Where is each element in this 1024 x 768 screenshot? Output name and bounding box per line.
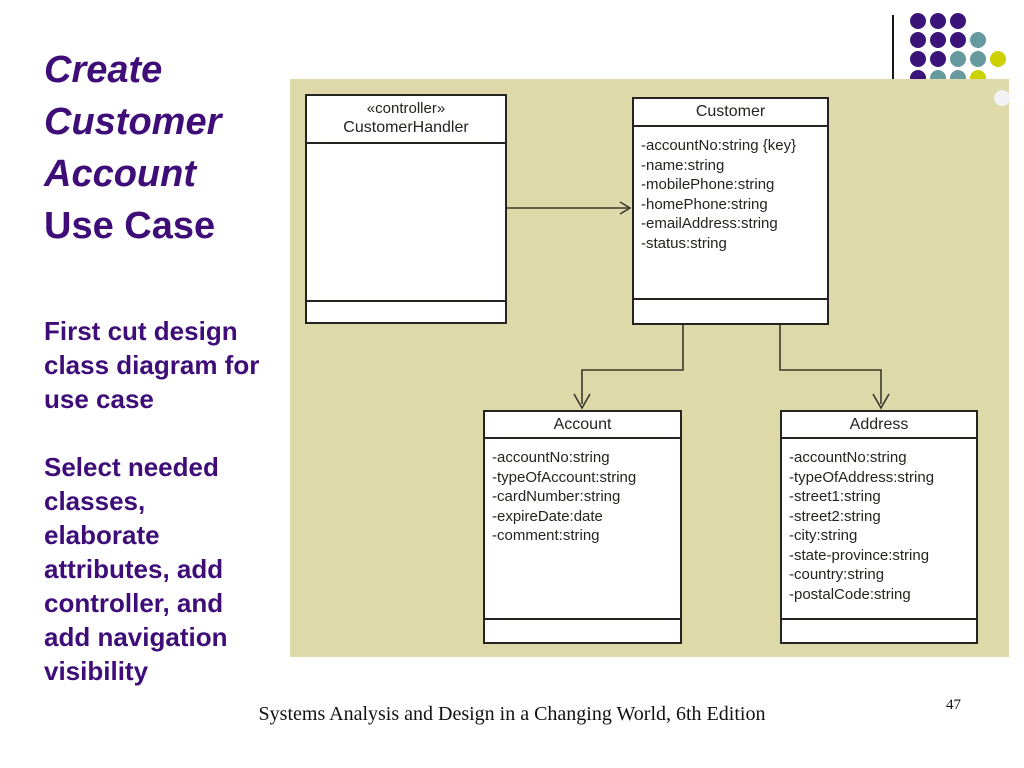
body-text-line: use case [44, 384, 154, 414]
attribute: -accountNo:string [789, 449, 907, 466]
attribute: -postalCode:string [789, 585, 911, 603]
attributes-compartment [634, 127, 827, 298]
attribute: -city:string [789, 527, 858, 544]
attribute: -expireDate:date [492, 507, 603, 525]
attribute: -homePhone:string [641, 195, 768, 213]
diagram-panel [290, 79, 1009, 657]
purple-dot [910, 13, 926, 29]
class-customer [632, 97, 829, 325]
purple-dot [950, 32, 966, 48]
purple-dot [910, 51, 926, 67]
body-text-line: classes, [44, 486, 146, 516]
purple-dot [950, 13, 966, 29]
teal-dot [970, 32, 986, 48]
body-text-line: elaborate [44, 520, 160, 550]
body-paragraph-1 [44, 314, 294, 416]
purple-dot [930, 32, 946, 48]
title-line: Account [44, 153, 196, 195]
body-paragraph-2 [44, 450, 294, 688]
attribute: -comment:string [492, 527, 600, 544]
attribute: -street2:string [789, 507, 881, 525]
class-name: CustomerHandler [343, 119, 469, 136]
attribute: -typeOfAddress:string [789, 468, 935, 486]
teal-dot [950, 51, 966, 67]
footer-text: Systems Analysis and Design in a Changing World, 6th Edition [258, 703, 766, 725]
body-text-line: add navigation [44, 622, 228, 652]
attribute: -mobilePhone:string [641, 176, 775, 193]
class-account-header [485, 412, 680, 439]
class-name: Address [849, 416, 909, 433]
purple-dot [930, 13, 946, 29]
body-text-line: First cut design [44, 316, 238, 346]
attribute: -accountNo:string {key} [641, 137, 797, 154]
attributes-compartment [782, 439, 976, 618]
class-address [780, 410, 978, 644]
title-line: Create [44, 49, 163, 91]
connector-customer-address [780, 325, 881, 404]
attribute: -name:string [641, 156, 725, 174]
class-customer-handler-header [307, 96, 505, 144]
yellow-dot [990, 51, 1006, 67]
body-text-line: Select needed [44, 452, 219, 482]
class-customer-header [634, 99, 827, 127]
vertical-divider-line [892, 15, 894, 79]
title-line: Customer [44, 101, 222, 143]
attribute: -typeOfAccount:string [492, 468, 637, 486]
connector-customer-account [582, 325, 683, 404]
attribute: -street1:string [789, 488, 881, 505]
slide-title [44, 44, 221, 252]
stereotype-label: «controller» [366, 100, 446, 117]
body-text-line: class diagram for [44, 350, 260, 380]
class-address-header [782, 412, 976, 439]
class-account [483, 410, 682, 644]
teal-dot [970, 51, 986, 67]
purple-dot [910, 32, 926, 48]
body-text-line: visibility [44, 656, 149, 686]
attribute: -accountNo:string [492, 449, 610, 466]
class-name: Account [553, 416, 612, 433]
attribute: -emailAddress:string [641, 215, 778, 232]
white-dot [994, 90, 1010, 106]
attribute: -status:string [641, 234, 727, 252]
operations-compartment [634, 298, 827, 323]
attribute: -cardNumber:string [492, 488, 621, 505]
page-number: 47 [946, 697, 961, 713]
attributes-compartment [307, 144, 505, 300]
body-text-line: attributes, add [44, 554, 224, 584]
operations-compartment [307, 300, 505, 322]
class-customer-handler [305, 94, 507, 324]
purple-dot [930, 51, 946, 67]
attribute: -country:string [789, 566, 885, 583]
operations-compartment [782, 618, 976, 642]
class-name: Customer [695, 103, 766, 120]
title-line: Use Case [44, 205, 216, 247]
attributes-compartment [485, 439, 680, 618]
body-text-line: controller, and [44, 588, 224, 618]
operations-compartment [485, 618, 680, 642]
attribute: -state-province:string [789, 546, 930, 564]
